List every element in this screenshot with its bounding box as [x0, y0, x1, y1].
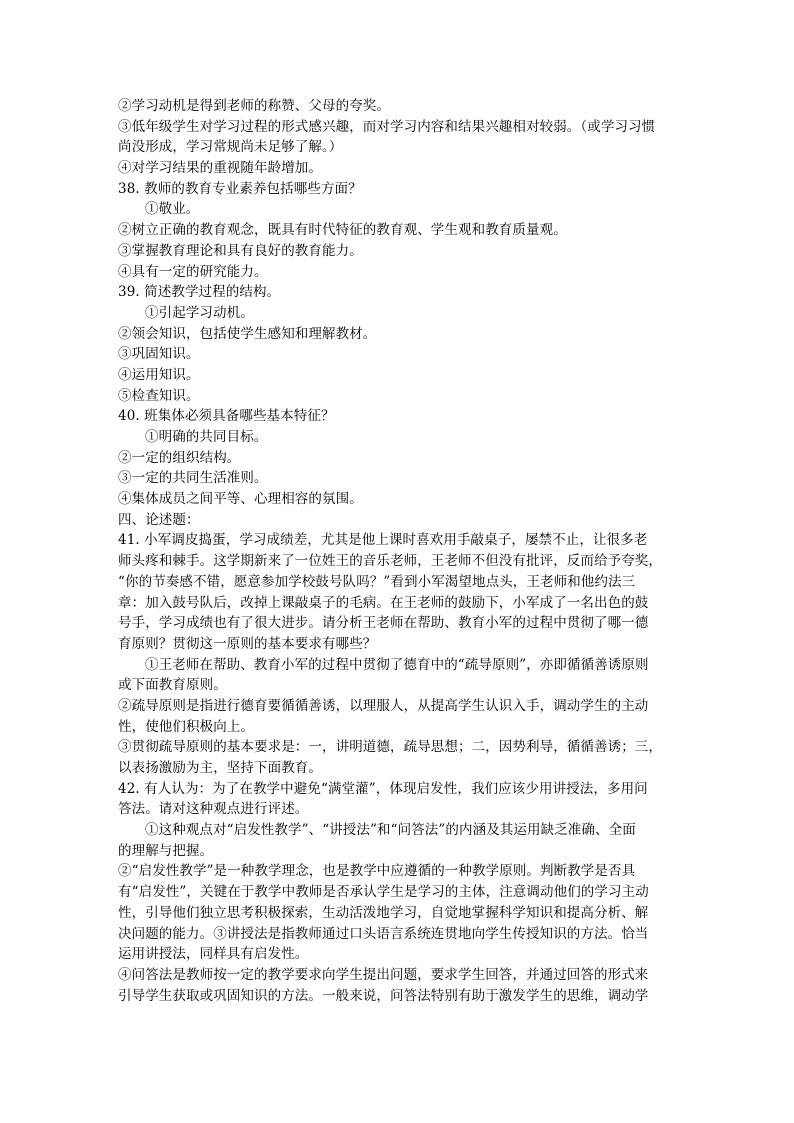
text-line: ③巩固知识。 — [118, 346, 200, 363]
text-line: 有“启发性”，关键在于教学中教师是否承认学生是学习的主体，注意调动他们的学习主动 — [118, 884, 649, 901]
document-body — [118, 96, 678, 1006]
text-line: ①敬业。 — [145, 201, 200, 218]
text-line: 运用讲授法，同样具有启发性。 — [118, 946, 309, 963]
text-line: 以表扬激励为主，坚持下面教育。 — [118, 760, 322, 776]
text-line: ④具有一定的研究能力。 — [118, 263, 268, 280]
text-line: “你的节奏感不错，愿意参加学校鼓号队吗？”看到小军渴望地点头，王老师和他约法三 — [118, 573, 636, 590]
question-heading: 41. 小军调皮捣蛋，学习成绩差，尤其是他上课时喜欢用手敲桌子，屡禁不止，让很多老 — [118, 532, 648, 549]
text-line: ④问答法是教师按一定的教学要求向学生提出问题，要求学生回答，并通过回答的形式来 — [118, 966, 649, 983]
text-line: 号手，学习成绩也有了很大进步。请分析王老师在帮助、教育小军的过程中贯彻了哪一德 — [118, 615, 649, 632]
text-line: 答法。请对这种观点进行评述。 — [118, 801, 309, 818]
text-line: ③低年级学生对学习过程的形式感兴趣，而对学习内容和结果兴趣相对较弱。（或学习习惯 — [118, 118, 656, 135]
text-line: ①这种观点对“启发性教学”、“讲授法”和“问答法”的内涵及其运用缺乏准确、全面 — [145, 822, 636, 839]
text-line: ②领会知识，包括使学生感知和理解教材。 — [118, 325, 377, 342]
text-line: ④运用知识。 — [118, 366, 200, 383]
text-line: ②树立正确的教育观念，既具有时代特征的教育观、学生观和教育质量观。 — [118, 222, 567, 239]
text-line: ④对学习结果的重视随年龄增加。 — [118, 160, 322, 177]
text-line: ②疏导原则是指进行德育要循循善诱，以理服人，从提高学生认识入手，调动学生的主动 — [118, 697, 649, 714]
text-line: 师头疼和棘手。这学期新来了一位姓王的音乐老师，王老师不但没有批评，反而给予夸奖， — [118, 553, 662, 570]
text-line: 的理解与把握。 — [118, 842, 214, 859]
text-line: 性，使他们积极向上。 — [118, 718, 254, 735]
text-line: 性，引导他们独立思考积极探索，生动活泼地学习，自觉地掌握科学知识和提高分析、解 — [118, 904, 649, 921]
text-line: ②学习动机是得到老师的称赞、父母的夸奖。 — [118, 98, 390, 114]
text-line: ③一定的共同生活准则。 — [118, 470, 268, 487]
text-line: ①明确的共同目标。 — [145, 429, 268, 445]
text-line: ③掌握教育理论和具有良好的教育能力。 — [118, 242, 363, 259]
question-heading: 40. 班集体必须具备哪些基本特征？ — [118, 408, 335, 425]
section-heading: 四、论述题： — [118, 511, 200, 528]
text-line: 决问题的能力。③讲授法是指教师通过口头语言系统连贯地向学生传授知识的方法。恰当 — [118, 925, 649, 942]
text-line: ①王老师在帮助、教育小军的过程中贯彻了德育中的“疏导原则”，亦即循循善诱原则 — [145, 656, 649, 673]
text-line: ②一定的组织结构。 — [118, 449, 241, 466]
text-line: 育原则？贯彻这一原则的基本要求有哪些？ — [118, 635, 377, 652]
question-heading: 42. 有人认为：为了在教学中避免“满堂灌”，体现启发性，我们应该少用讲授法，多用问 — [118, 780, 648, 797]
question-heading: 39. 简述教学过程的结构。 — [118, 284, 281, 301]
question-heading: 38. 教师的教育专业素养包括哪些方面？ — [118, 180, 362, 197]
text-line: ⑤检查知识。 — [118, 387, 200, 404]
text-line: 引导学生获取或巩固知识的方法。一般来说，问答法特别有助于激发学生的思维，调动学 — [118, 987, 649, 1004]
text-line: 或下面教育原则。 — [118, 677, 227, 694]
text-line: 尚没形成，学习常规尚未足够了解。） — [118, 139, 343, 156]
text-line: ④集体成员之间平等、心理相容的氛围。 — [118, 491, 363, 508]
text-line: ②“启发性教学”是一种教学理念，也是教学中应遵循的一种教学原则。判断教学是否具 — [118, 863, 636, 880]
text-line: ③贯彻疏导原则的基本要求是：一，讲明道德，疏导思想；二，因势利导，循循善诱；三， — [118, 739, 662, 756]
text-line: 章：加入鼓号队后，改掉上课敲桌子的毛病。在王老师的鼓励下，小军成了一名出色的鼓 — [118, 594, 649, 611]
text-line: ①引起学习动机。 — [145, 304, 254, 321]
